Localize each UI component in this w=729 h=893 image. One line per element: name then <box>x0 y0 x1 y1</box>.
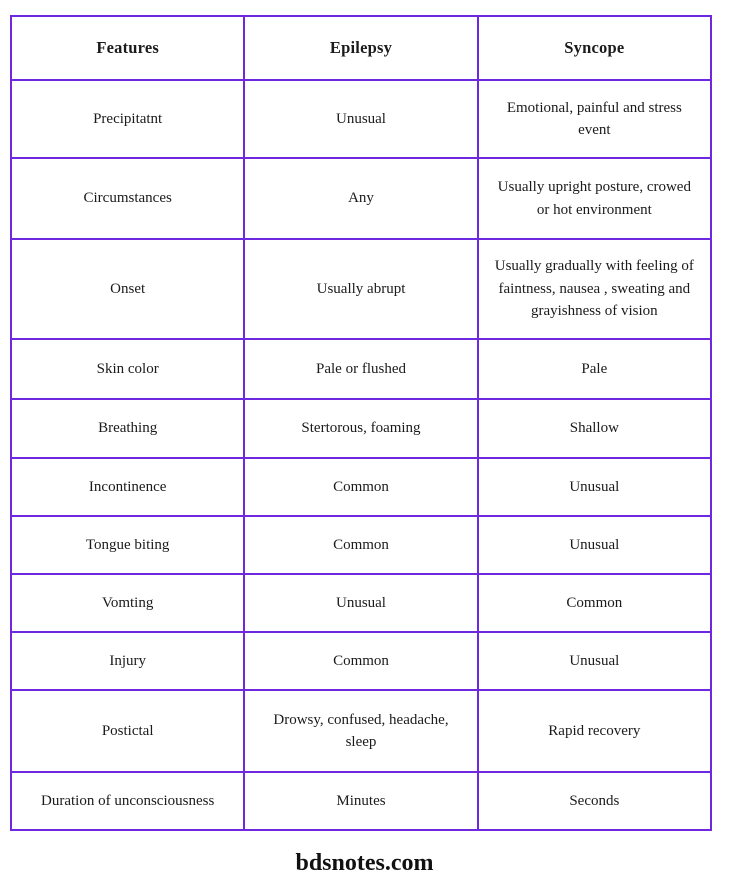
epilepsy-cell: Stertorous, foaming <box>244 399 477 458</box>
epilepsy-cell: Drowsy, confused, headache, sleep <box>244 690 477 772</box>
syncope-cell: Seconds <box>478 772 711 830</box>
table-body <box>11 80 711 830</box>
table-row <box>11 772 711 830</box>
feature-cell: Precipitatnt <box>11 80 244 158</box>
table-row <box>11 458 711 516</box>
epilepsy-cell: Common <box>244 516 477 574</box>
table-row <box>11 399 711 458</box>
table-row <box>11 690 711 772</box>
table-header <box>11 16 711 80</box>
table-row <box>11 516 711 574</box>
feature-cell: Skin color <box>11 339 244 399</box>
column-header-syncope: Syncope <box>478 16 711 80</box>
feature-cell: Circumstances <box>11 158 244 239</box>
syncope-cell: Pale <box>478 339 711 399</box>
epilepsy-cell: Common <box>244 458 477 516</box>
site-watermark: bdsnotes.com <box>295 850 434 876</box>
epilepsy-cell: Usually abrupt <box>244 239 477 339</box>
table-row <box>11 574 711 632</box>
table-row <box>11 339 711 399</box>
column-header-epilepsy: Epilepsy <box>244 16 477 80</box>
epilepsy-cell: Minutes <box>244 772 477 830</box>
epilepsy-cell: Pale or flushed <box>244 339 477 399</box>
table-row <box>11 80 711 158</box>
feature-cell: Breathing <box>11 399 244 458</box>
header-row <box>11 16 711 80</box>
feature-cell: Onset <box>11 239 244 339</box>
syncope-cell: Usually gradually with feeling of faintness, nausea , sweating and grayishness of vision <box>478 239 711 339</box>
table-row <box>11 158 711 239</box>
column-header-features: Features <box>11 16 244 80</box>
feature-cell: Incontinence <box>11 458 244 516</box>
feature-cell: Tongue biting <box>11 516 244 574</box>
feature-cell: Injury <box>11 632 244 690</box>
epilepsy-cell: Any <box>244 158 477 239</box>
table-row <box>11 632 711 690</box>
syncope-cell: Unusual <box>478 632 711 690</box>
syncope-cell: Unusual <box>478 516 711 574</box>
syncope-cell: Usually upright posture, crowed or hot environment <box>478 158 711 239</box>
epilepsy-syncope-comparison-table <box>10 15 712 831</box>
syncope-cell: Shallow <box>478 399 711 458</box>
feature-cell: Vomting <box>11 574 244 632</box>
feature-cell: Postictal <box>11 690 244 772</box>
syncope-cell: Rapid recovery <box>478 690 711 772</box>
epilepsy-cell: Unusual <box>244 574 477 632</box>
syncope-cell: Emotional, painful and stress event <box>478 80 711 158</box>
syncope-cell: Unusual <box>478 458 711 516</box>
table-row <box>11 239 711 339</box>
epilepsy-cell: Common <box>244 632 477 690</box>
epilepsy-cell: Unusual <box>244 80 477 158</box>
feature-cell: Duration of unconsciousness <box>11 772 244 830</box>
syncope-cell: Common <box>478 574 711 632</box>
